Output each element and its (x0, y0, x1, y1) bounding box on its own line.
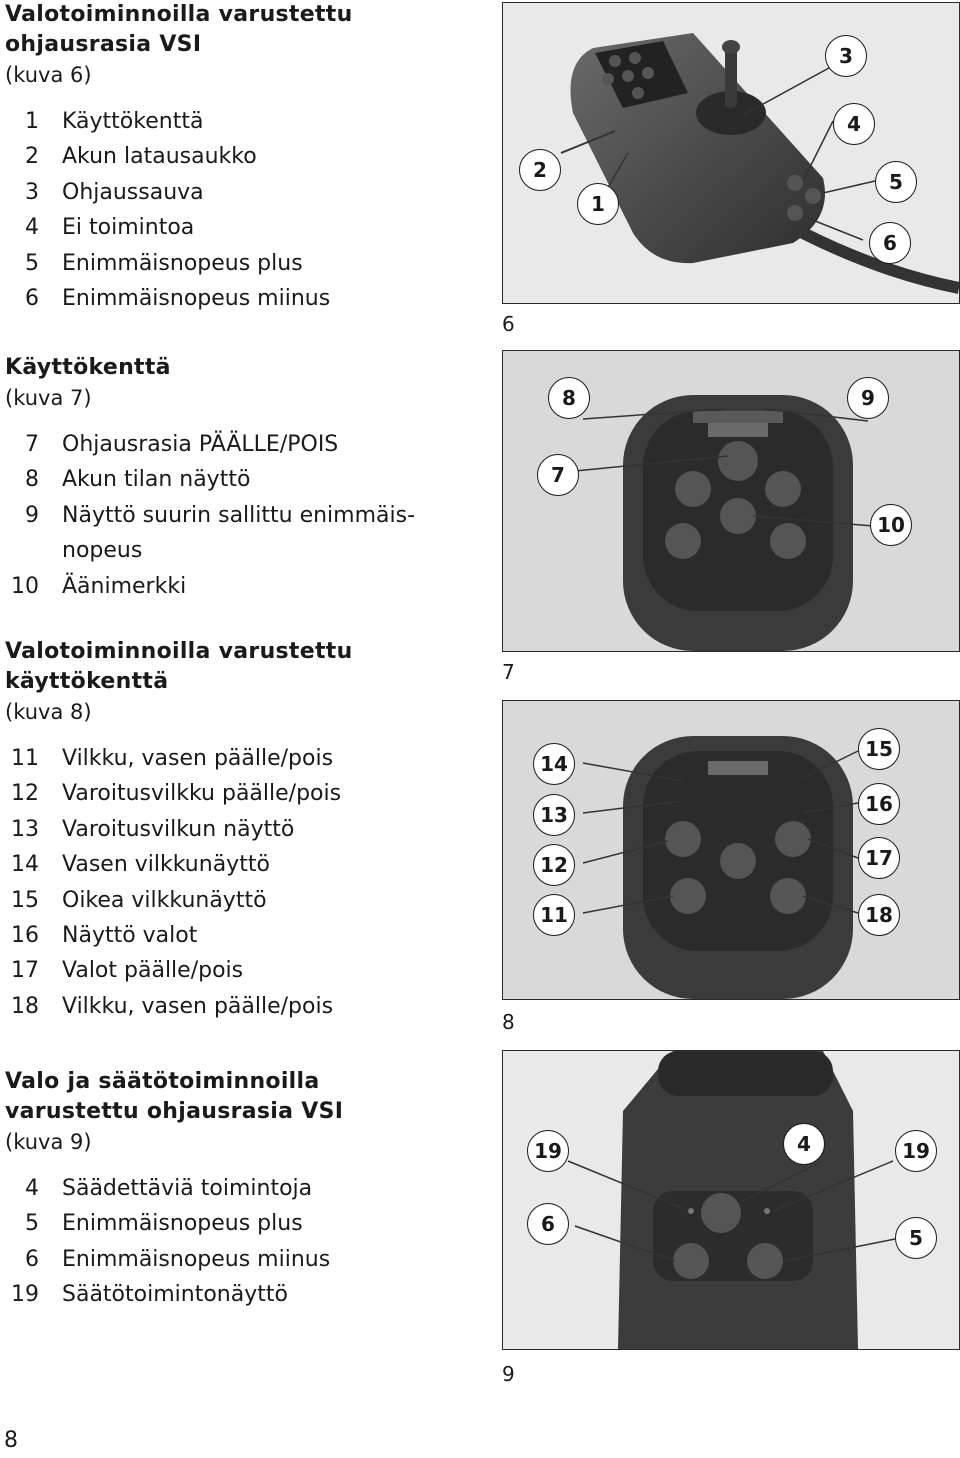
section-heading: Valo ja säätötoiminnoilla varustettu ohjausrasia VSI (5, 1069, 344, 1124)
callout-6: 6 (527, 1203, 569, 1245)
callout-10: 10 (870, 504, 912, 546)
item-list (5, 741, 485, 1024)
section-heading: Käyttökenttä (5, 355, 171, 380)
callout-19-left: 19 (527, 1130, 569, 1172)
callout-6: 6 (869, 222, 911, 264)
list-item: 4 Ei toimintoa (25, 215, 195, 241)
section-panel-lights (5, 637, 485, 1024)
callout-18: 18 (858, 894, 900, 936)
page-number: 8 (4, 1428, 18, 1453)
section-figure-ref: (kuva 8) (5, 700, 92, 724)
list-item: 17 Valot päälle/pois (11, 958, 244, 984)
callout-7: 7 (537, 454, 579, 496)
list-item: 8 Akun tilan näyttö (25, 467, 251, 493)
list-item: 3 Ohjaussauva (25, 179, 204, 205)
callout-9: 9 (847, 377, 889, 419)
list-item: 13 Varoitusvilkun näyttö (11, 816, 295, 842)
list-item: 7 Ohjausrasia PÄÄLLE/POIS (25, 432, 339, 457)
list-item: 4 Säädettäviä toimintoja (25, 1176, 313, 1201)
section-control-panel (5, 353, 485, 604)
list-item: 9 Näyttö suurin sallittu enimmäis-nopeus (25, 502, 416, 564)
adjust-controls-illustration (503, 1051, 959, 1349)
list-item: 2 Akun latausaukko (25, 144, 257, 170)
callout-3: 3 (825, 35, 867, 77)
figure-caption: 8 (502, 1010, 515, 1034)
list-item: 10 Äänimerkki (11, 573, 187, 599)
section-figure-ref: (kuva 6) (5, 63, 92, 87)
callout-1: 1 (577, 183, 619, 225)
list-item: 15 Oikea vilkkunäyttö (11, 887, 267, 913)
figure-8-panel-lights (502, 700, 960, 1000)
item-list (5, 427, 485, 604)
callout-11: 11 (533, 894, 575, 936)
section-vsi-lights (5, 0, 485, 316)
figure-caption: 6 (502, 312, 515, 336)
list-item: 18 Vilkku, vasen päälle/pois (11, 993, 334, 1019)
figure-6-joystick (502, 2, 960, 304)
figure-7-control-panel (502, 350, 960, 652)
section-heading: Valotoiminnoilla varustettu ohjausrasia VSI (5, 2, 353, 57)
callout-4: 4 (783, 1123, 825, 1165)
list-item: 19 Säätötoimintonäyttö (11, 1282, 288, 1308)
section-figure-ref: (kuva 7) (5, 386, 92, 410)
callout-5: 5 (895, 1217, 937, 1259)
list-item: 16 Näyttö valot (11, 922, 198, 948)
callout-19-right: 19 (895, 1130, 937, 1172)
callout-13: 13 (533, 794, 575, 836)
callout-12: 12 (533, 844, 575, 886)
callout-2: 2 (519, 149, 561, 191)
callout-4: 4 (833, 103, 875, 145)
callout-17: 17 (858, 837, 900, 879)
callout-16: 16 (858, 783, 900, 825)
list-item: 6 Enimmäisnopeus miinus (25, 285, 331, 311)
callout-14: 14 (533, 743, 575, 785)
list-item: 6 Enimmäisnopeus miinus (25, 1246, 331, 1272)
section-vsi-adjust (5, 1067, 485, 1313)
figure-caption: 7 (502, 660, 515, 684)
list-item: 5 Enimmäisnopeus plus (25, 1211, 303, 1237)
callout-5: 5 (875, 161, 917, 203)
figure-9-adjust-controls (502, 1050, 960, 1350)
section-figure-ref: (kuva 9) (5, 1130, 92, 1154)
callout-15: 15 (858, 728, 900, 770)
item-list (5, 1171, 485, 1313)
list-item: 1 Käyttökenttä (25, 109, 204, 134)
callout-8: 8 (548, 377, 590, 419)
figure-caption: 9 (502, 1362, 515, 1386)
list-item: 5 Enimmäisnopeus plus (25, 250, 303, 276)
section-heading: Valotoiminnoilla varustettu käyttökenttä (5, 639, 353, 694)
list-item: 11 Vilkku, vasen päälle/pois (11, 746, 334, 771)
list-item: 14 Vasen vilkkunäyttö (11, 852, 270, 878)
list-item: 12 Varoitusvilkku päälle/pois (11, 781, 342, 807)
item-list (5, 104, 485, 316)
